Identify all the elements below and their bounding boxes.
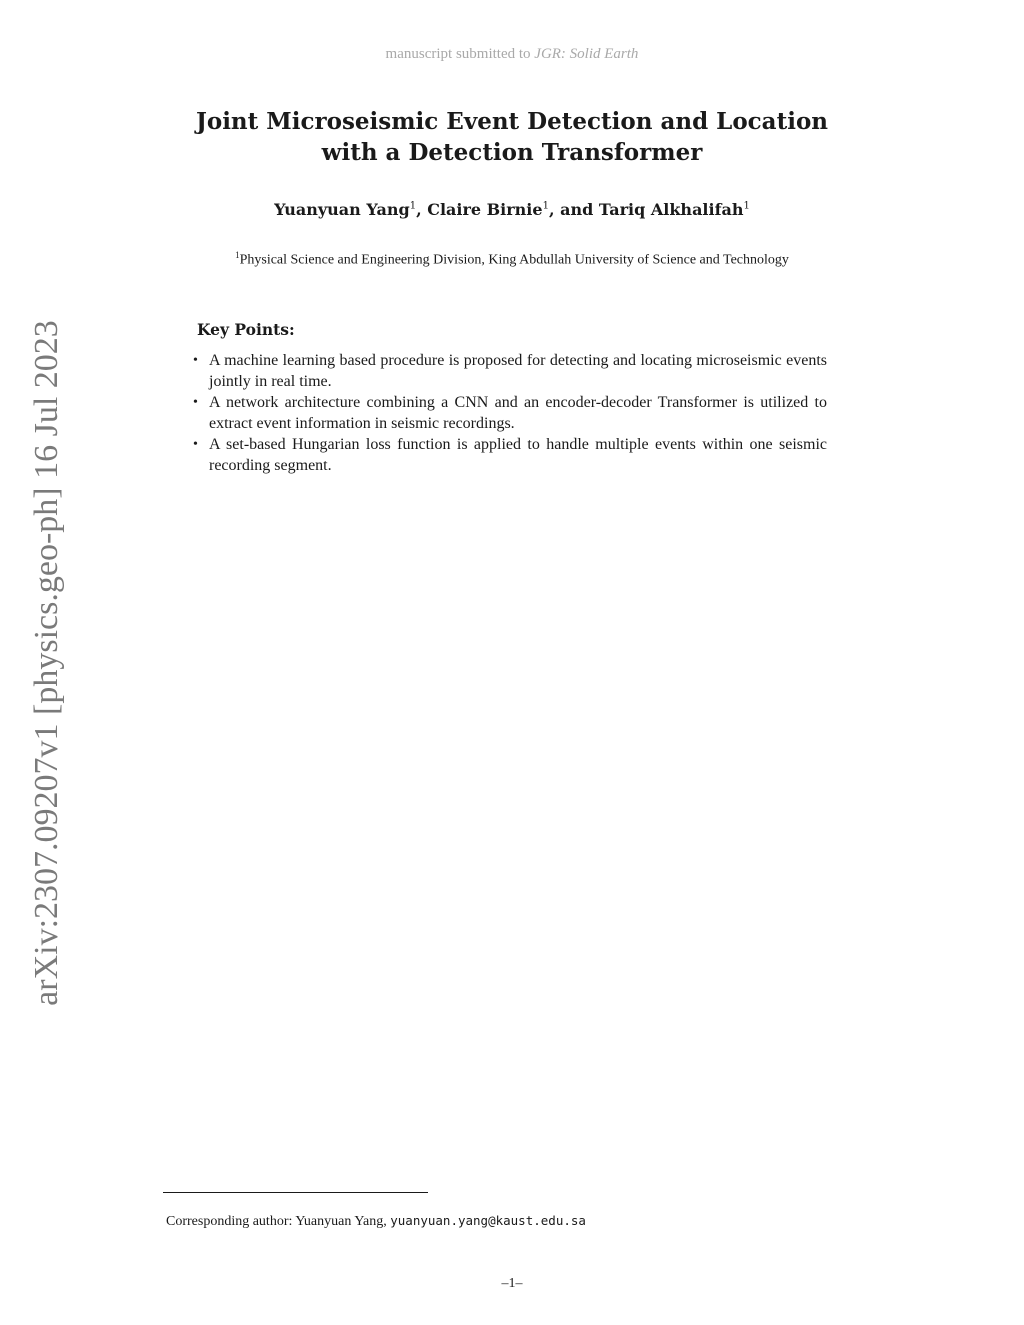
key-points-section xyxy=(193,320,827,477)
list-item xyxy=(193,351,827,392)
corresponding-author-footnote xyxy=(166,1213,586,1230)
bullet-icon: • xyxy=(193,437,198,452)
author-list xyxy=(0,200,1024,219)
author-separator: , xyxy=(416,200,428,219)
affiliation-mark: 1 xyxy=(235,250,240,260)
author-name: Tariq Alkhalifah xyxy=(598,200,744,219)
author-name: Claire Birnie xyxy=(427,200,543,219)
list-item xyxy=(193,435,827,476)
author-name: Yuanyuan Yang xyxy=(274,200,410,219)
paper-title xyxy=(0,106,1024,168)
author-affiliation-mark: 1 xyxy=(409,200,417,212)
author-affiliation-mark: 1 xyxy=(542,200,549,212)
list-item xyxy=(193,393,827,434)
affiliation xyxy=(0,250,1024,269)
footnote-label: Corresponding author: Yuanyuan Yang, xyxy=(166,1214,387,1229)
footnote-divider xyxy=(163,1192,428,1193)
key-point-text: A set-based Hungarian loss function is applied to handle multiple events within one seismic recording segment. xyxy=(209,436,827,474)
author-affiliation-mark: 1 xyxy=(743,200,750,212)
author-email-link[interactable]: yuanyuan.yang@kaust.edu.sa xyxy=(390,1213,586,1228)
paper-title-line1: Joint Microseismic Event Detection and Location xyxy=(195,108,829,135)
running-header xyxy=(0,46,1024,63)
page-number: –1– xyxy=(501,1276,523,1291)
key-points-list xyxy=(193,351,827,476)
bullet-icon: • xyxy=(193,395,198,410)
key-point-text: A network architecture combining a CNN and an encoder-decoder Transformer is utilized to extract event information in seismic recordings. xyxy=(209,394,827,432)
running-header-prefix: manuscript submitted to xyxy=(385,46,531,62)
paper-title-line2: with a Detection Transformer xyxy=(321,139,703,166)
bullet-icon: • xyxy=(193,353,198,368)
key-points-heading: Key Points: xyxy=(197,320,295,339)
running-header-journal: JGR: Solid Earth xyxy=(534,46,639,62)
arxiv-stamp: arXiv:2307.09207v1 [physics.geo-ph] 16 Jul 2023 xyxy=(28,320,65,1006)
affiliation-text: Physical Science and Engineering Division, King Abdullah University of Science and Technology xyxy=(239,252,789,268)
author-separator: , and xyxy=(548,200,599,219)
key-point-text: A machine learning based procedure is proposed for detecting and locating microseismic events jointly in real time. xyxy=(209,352,827,390)
